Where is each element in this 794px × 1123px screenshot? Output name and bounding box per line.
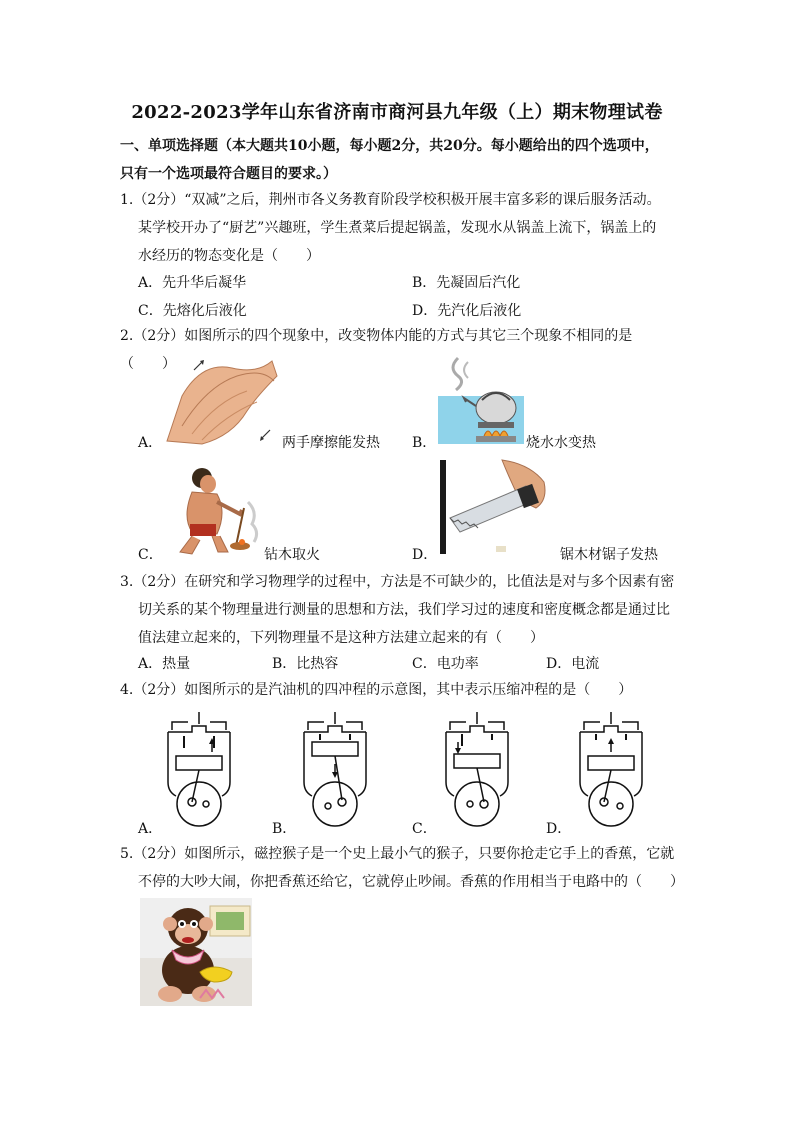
drilling-fire-image — [162, 462, 266, 556]
q3-option-a[interactable]: A．热量 — [138, 656, 191, 672]
q1-option-b[interactable]: B．先凝固后汽化 — [412, 275, 521, 291]
q2-option-a[interactable]: A． — [138, 435, 163, 451]
question-4 — [120, 676, 680, 704]
q3-option-b[interactable]: B．比热容 — [272, 656, 339, 672]
boiling-kettle-image — [438, 356, 524, 444]
engine-diagram-c — [440, 712, 514, 830]
q2-caption-b: 烧水水变热 — [526, 435, 596, 451]
q1-option-d[interactable]: D．先汽化后液化 — [412, 303, 522, 319]
q1-option-a[interactable]: A．先升华后凝华 — [138, 275, 247, 291]
question-1-line1: 1.（2分）“双减”之后，荆州市各义务教育阶段学校积极开展丰富多彩的课后服务活动。 — [120, 192, 661, 208]
question-1-line3: 水经历的物态变化是（ ） — [138, 248, 320, 264]
question-3-line1: 3.（2分）在研究和学习物理学的过程中，方法是不可缺少的，比值法是对与多个因素有密 — [120, 574, 675, 590]
question-5-line2: 不停的大吵大闹，你把香蕉还给它，它就停止吵闹。香蕉的作用相当于电路中的（ ） — [138, 874, 684, 890]
page-title: 2022-2023学年山东省济南市商河县九年级（上）期末物理试卷 — [131, 102, 663, 123]
q4-option-b[interactable]: B． — [272, 821, 297, 837]
question-5 — [120, 840, 684, 896]
engine-diagram-d — [574, 712, 648, 830]
q4-option-a[interactable]: A． — [138, 821, 163, 837]
question-1 — [120, 186, 680, 270]
q2-option-d[interactable]: D． — [412, 547, 438, 563]
q4-option-d[interactable]: D． — [546, 821, 572, 837]
question-5-line1: 5.（2分）如图所示，磁控猴子是一个史上最小气的猴子，只要你抢走它手上的香蕉，它就 — [120, 846, 675, 862]
q3-option-c[interactable]: C．电功率 — [412, 656, 479, 672]
q3-option-d[interactable]: D．电流 — [546, 656, 600, 672]
question-1-line2: 某学校开办了“厨艺”兴趣班，学生煮菜后提起锅盖，发现水从锅盖上流下，锅盖上的 — [138, 220, 657, 236]
q4-option-c[interactable]: C． — [412, 821, 437, 837]
q2-caption-d: 锯木材锯子发热 — [560, 547, 658, 563]
q2-option-c[interactable]: C． — [138, 547, 163, 563]
monkey-toy-image — [140, 898, 252, 1006]
q1-option-c[interactable]: C．先熔化后液化 — [138, 303, 247, 319]
q2-caption-c: 钻木取火 — [264, 547, 320, 563]
section-heading-line1: 一、单项选择题（本大题共10小题，每小题2分，共20分。每小题给出的四个选项中， — [120, 138, 659, 154]
section-heading-line2: 只有一个选项最符合题目的要求。） — [120, 166, 337, 182]
question-4-line1: 4.（2分）如图所示的是汽油机的四冲程的示意图，其中表示压缩冲程的是（ ） — [120, 682, 633, 698]
question-2-line1: 2.（2分）如图所示的四个现象中，改变物体内能的方式与其它三个现象不相同的是（ ） — [120, 328, 633, 372]
q2-option-b[interactable]: B． — [412, 435, 437, 451]
q2-caption-a: 两手摩擦能发热 — [282, 435, 380, 451]
engine-diagram-b — [298, 712, 372, 830]
question-3 — [120, 568, 680, 652]
sawing-wood-image — [440, 460, 548, 554]
section-heading — [120, 132, 680, 188]
rubbing-hands-image — [162, 356, 282, 446]
question-3-line2: 切关系的某个物理量进行测量的思想和方法，我们学习过的速度和密度概念都是通过比 — [138, 602, 670, 618]
engine-diagram-a — [162, 712, 236, 830]
question-3-line3: 值法建立起来的，下列物理量不是这种方法建立起来的有（ ） — [138, 630, 544, 646]
